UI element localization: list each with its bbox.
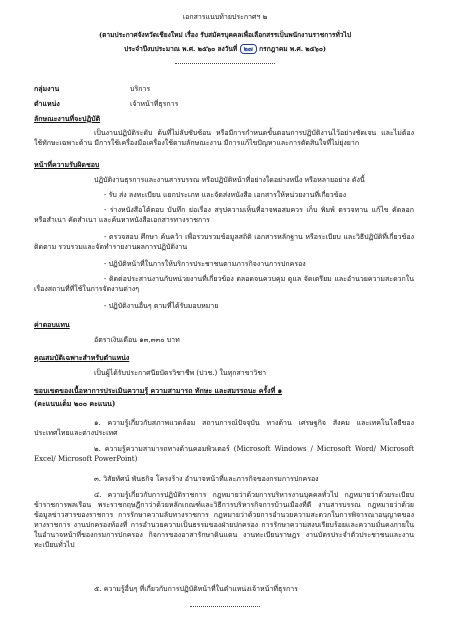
duty-item-5: - ติดต่อประสานงานกับหน่วยงานที่เกี่ยวข้อง ตลอดจนควบคุม ดูแล จัดเตรียม และอำนวยความสะดวกในเรื่องสถานที่ที่ใช้ในการจัดงานต่างๆ [34,275,414,293]
doc-attachment-title: เอกสารแนบท้ายประกาศฯ ๒ [182,13,268,21]
qualification-heading: คุณสมบัติเฉพาะสำหรับตำแหน่ง [34,353,130,362]
qualification-text: เป็นผู้ได้รับประกาศนียบัตรวิชาชีพ (ปวช.) ในทุกสาขาวิชา [94,369,267,377]
footer-divider [190,606,260,607]
doc-fiscal-line [20,44,430,54]
header-divider [175,63,275,64]
exam-item-2: ๒. ความรู้ความสามารถทางด้านคอมพิวเตอร์ (Microsoft Windows / Microsoft Word/ Microsoft Excel/ Microsoft PowerPoint) [34,445,414,463]
exam-heading: ขอบเขตของเนื้อหาการประเมินความรู้ ความสามารถ ทักษะ และสมรรถนะ ครั้งที่ ๑ [34,386,283,395]
group-value: บริการ [130,85,151,93]
exam-item-5: ๕. ความรู้อื่นๆ ที่เกี่ยวกับการปฏิบัติหน้าที่ในตำแหน่งเจ้าหน้าที่ธุรการ [94,585,298,593]
compensation-heading: ค่าตอบแทน [34,320,70,329]
fiscal-year-text: ประจำปีงบประมาณ พ.ศ. ๒๕๖๐ ลงวันที่ [124,45,238,53]
group-label: กลุ่มงาน [34,84,60,93]
exam-subheading: (คะแนนเต็ม ๒๐๐ คะแนน) [34,399,116,408]
position-label: ตำแหน่ง [34,99,60,108]
duty-item-2: - ร่างหนังสือโต้ตอบ บันทึก ย่อเรื่อง สรุปความเห็นที่อาจพอสมควร เก็บ พิมพ์ ตรวจทาน แก้ไข คัดลอกหรือสำเนา คัดสำเนา และค้นหาหนังสือเอกสารทางราชการ [34,206,414,224]
nature-heading: ลักษณะงานที่จะปฏิบัติ [34,114,101,123]
handwritten-day: ๒๗ [240,44,257,54]
exam-item-3: ๓. วิสัยทัศน์ พันธกิจ โครงร้าง อำนาจหน้าที่และภารกิจของกรมการปกครอง [94,475,319,483]
duty-item-1: - รับ ส่ง ลงทะเบียน แยกประเภท และจัดส่งหนังสือ เอกสารให้หน่วยงานที่เกี่ยวข้อง [104,191,347,199]
duty-item-3: - ตรวจสอบ ศึกษา ค้นคว้า เพื่อรวบรวมข้อมูลสถิติ เอกสารหลักฐาน หรือระเบียบ และวิธีปฏิบัติที่เกี่ยวข้อง ติดตาม รวบรวมและจัดทำรายงานผลการปฏิบัติงาน [34,233,414,251]
exam-item-4: ๔. ความรู้เกี่ยวกับการปฏิบัติราชการ กฎหมายว่าด้วยการบริหารงานบุคคลทั่วไป กฎหมายว่าด้วยระเบียบข้าราชการพลเรือน พระราชกฤษฎีกาว่าด้วยหลักเกณฑ์และวิธีการบริหารกิจการบ้านเมืองที่ดี งานสารบรรณ กฎหมายว่าด้วยข้อมูลข่าวสารของราชการ การรักษาความลับทางราชการ กฎหมายว่าด้วยการอำนวยความสะดวกในการพิจารณาอนุญาตของทางราชการ งานปกครองท้องที่ การอำนวยความเป็นธรรมของฝ่ายปกครอง การรักษาความสงบเรียบร้อยและความมั่นคงภายใน ในอำนาจหน้าที่ของกรมการปกครอง กิจการของอาสารักษาดินแดน งานทะเบียนราษฎร งานบัตรประจำตัวประชาชนและงานทะเบียนทั่วไป [34,491,414,549]
duties-heading: หน้าที่ความรับผิดชอบ [34,160,100,169]
position-value: เจ้าหน้าที่ธุรการ [130,100,179,108]
duty-item-4: - ปฏิบัติหน้าที่ในการให้บริการประชาชนตามภารกิจงานการปกครอง [104,260,306,268]
compensation-text: อัตราเงินเดือน ๑๓,๓๓๐ บาท [94,336,180,344]
duties-intro: ปฏิบัติงานธุรการและงานสารบรรณ หรือปฏิบัติหน้าที่อย่างใดอย่างหนึ่ง หรือหลายอย่าง ดังนี้ [94,176,365,184]
doc-announcement-line: (ตามประกาศจังหวัดเชียงใหม่ เรื่อง รับสมัครบุคคลเพื่อเลือกสรรเป็นพนักงานราชการทั่วไป [98,31,352,39]
exam-item-1: ๑. ความรู้เกี่ยวกับสภาพแวดล้อม สถานการณ์ปัจจุบัน ทางด้าน เศรษฐกิจ สังคม และเทคโนโลยีของประเทศไทยและต่างประเทศ [34,419,414,437]
duty-item-6: - ปฏิบัติงานอื่นๆ ตามที่ได้รับมอบหมาย [104,302,219,310]
fiscal-date-text: กรกฎาคม พ.ศ. ๒๕๖๐) [259,45,326,53]
nature-text: เป็นงานปฏิบัติระดับ ต้นที่ไม่ลับซับซ้อน หรือมีการกำหนดขั้นตอนการปฏิบัติงานไว้อย่างชัดเจน และไม่ต้องใช้ทักษะเฉพาะด้าน มีการใช้เครื่องมือเครื่องใช้ตามลักษณะงาน มีการแก้ไขปัญหาและการตัดสินใจที่ไม่ยุ่งยาก [34,129,414,147]
